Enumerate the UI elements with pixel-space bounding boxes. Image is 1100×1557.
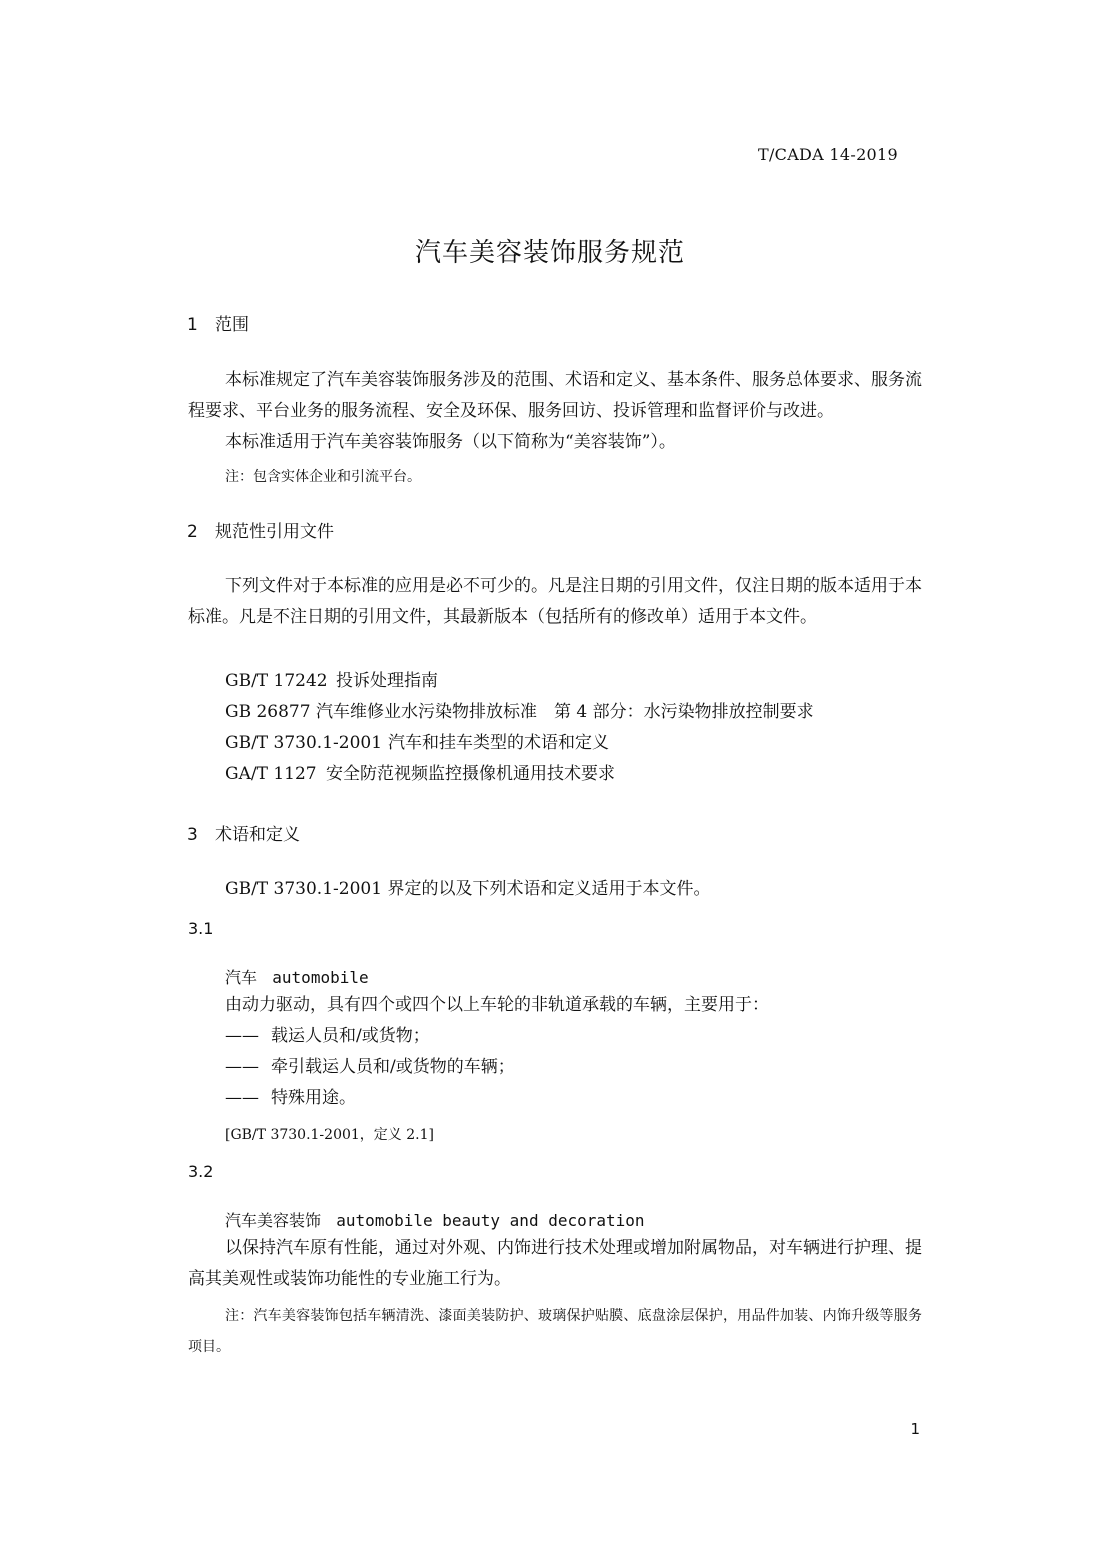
term-3-1-chinese: 汽车 [225,968,258,987]
section-3-intro [225,874,710,905]
list-item-text: 牵引载运人员和/或货物的车辆； [271,1057,515,1077]
document-number: T/CADA 14-2019 [757,145,898,164]
term-3-2-note: 注：汽车美容装饰包括车辆清洗、漆面美装防护、玻璃保护贴膜、底盘涂层保护，用品件加装、内饰升级等服务项目。 [188,1308,922,1355]
reference-title: 汽车维修业水污染物排放标准 第 4 部分：水污染物排放控制要求 [316,702,814,722]
list-item [225,1021,430,1052]
section-3-title: 术语和定义 [215,825,300,845]
term-3-2-chinese: 汽车美容装饰 [225,1211,322,1230]
list-dash: —— [225,1057,259,1077]
reference-code: GB/T 17242 [225,671,328,691]
term-3-1-number: 3.1 [188,919,214,938]
term-3-1-source: [GB/T 3730.1-2001，定义 2.1] [225,1127,434,1143]
list-item-text: 特殊用途。 [271,1088,356,1108]
section-3-intro-code: GB/T 3730.1-2001 [225,879,383,899]
reference-item [225,697,814,728]
term-3-2-number: 3.2 [188,1162,214,1181]
section-1-paragraph-2: 本标准适用于汽车美容装饰服务（以下简称为“美容装饰”）。 [225,432,676,452]
term-3-1-definition: 由动力驱动，具有四个或四个以上车轮的非轨道承载的车辆，主要用于： [225,995,769,1015]
reference-item [225,666,438,697]
section-3-heading [187,820,300,845]
term-3-1-english: automobile [272,968,369,987]
reference-code: GB 26877 [225,702,311,722]
term-3-2-title [225,1208,645,1231]
reference-code: GB/T 3730.1-2001 [225,733,383,753]
section-2-title: 规范性引用文件 [215,522,334,542]
list-dash: —— [225,1088,259,1108]
section-2-heading [187,517,334,542]
section-1-paragraph-1: 本标准规定了汽车美容装饰服务涉及的范围、术语和定义、基本条件、服务总体要求、服务流程要求、平台业务的服务流程、安全及环保、服务回访、投诉管理和监督评价与改进。 [188,370,922,421]
list-dash: —— [225,1026,259,1046]
page-number: 1 [910,1420,920,1438]
section-1-number: 1 [187,315,198,335]
list-item [225,1052,515,1083]
section-2-paragraph-1: 下列文件对于本标准的应用是必不可少的。凡是注日期的引用文件，仅注日期的版本适用于本标准。凡是不注日期的引用文件，其最新版本（包括所有的修改单）适用于本文件。 [188,576,922,627]
term-3-1-title [225,965,369,988]
reference-title: 汽车和挂车类型的术语和定义 [388,733,609,753]
reference-item [225,728,609,759]
list-item-text: 载运人员和/或货物； [271,1026,430,1046]
term-3-2-english: automobile beauty and decoration [336,1211,645,1230]
reference-title: 投诉处理指南 [336,671,438,691]
section-3-number: 3 [187,825,198,845]
section-1-title: 范围 [215,315,249,335]
section-1-heading [187,310,249,335]
list-item [225,1083,356,1114]
section-3-intro-text: 界定的以及下列术语和定义适用于本文件。 [387,879,711,899]
reference-item [225,759,615,790]
reference-code: GA/T 1127 [225,764,317,784]
section-2-number: 2 [187,522,198,542]
reference-title: 安全防范视频监控摄像机通用技术要求 [326,764,615,784]
page-title: 汽车美容装饰服务规范 [414,238,685,268]
term-3-2-definition: 以保持汽车原有性能，通过对外观、内饰进行技术处理或增加附属物品，对车辆进行护理、提高其美观性或装饰功能性的专业施工行为。 [188,1238,922,1289]
section-1-note: 注：包含实体企业和引流平台。 [225,469,421,485]
